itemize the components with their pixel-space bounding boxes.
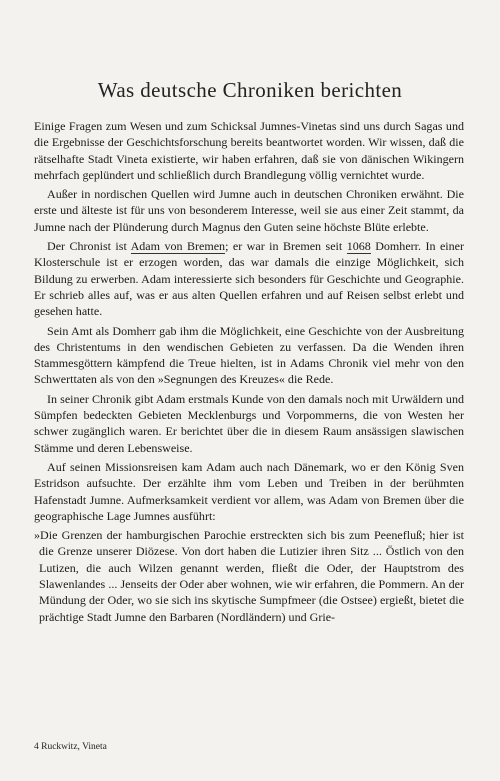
chapter-body xyxy=(34,118,464,628)
paragraph-adam xyxy=(34,238,464,319)
underlined-year-1068: 1068 xyxy=(346,239,371,254)
page-footer: 4 Ruckwitz, Vineta xyxy=(34,742,107,752)
paragraph-2: Außer in nordischen Quellen wird Jumne auch in deutschen Chroniken erwähnt. Die erste und älteste ist für uns von besonderem Interesse, weil sie aus einer Zeit stammt, da Jumne nach der Plünderung durch Magnus den Guten seine höchste Blüte erlebte. xyxy=(34,187,464,234)
chapter-title: Was deutsche Chroniken berichten xyxy=(97,78,403,102)
underlined-name-adam-von-bremen: Adam von Bremen xyxy=(130,239,226,254)
paragraph-5: In seiner Chronik gibt Adam erstmals Kunde von den damals noch mit Urwäldern und Sümpfen bedeckten Gebieten Mecklenburgs und Vorpommerns, die von Westen her schwer zugänglich waren. Er berichtet über die in diesem Raum ansässigen slawischen Stämme und deren Lebensweise. xyxy=(34,391,464,455)
adam-para-rest: Domherr. In einer Klosterschule ist er erzogen worden, das war damals die einzige Möglichkeit, sich Bildung zu erwerben. Adam interessierte sich besonders für Geschichte und Geographie. Er schrieb alles auf, was er aus alten Quellen erfahren und auf Reisen selbst erlebt und gesehen hatte. xyxy=(34,239,465,319)
adam-para-lead: Der Chronist ist xyxy=(47,239,131,254)
paragraph-1: Einige Fragen zum Wesen und zum Schicksal Jumnes-Vinetas sind uns durch Sagas und die Ergebnisse der Geschichtsforschung bereits beantwortet worden. Wir wissen, daß die rätselhafte Stadt Vineta existierte, wir haben erfahren, daß sie von dänischen Wikingern mehrfach geplündert und schließlich durch Brandlegung völlig vernichtet wurde. xyxy=(34,119,464,182)
paragraph-6: Auf seinen Missionsreisen kam Adam auch nach Dänemark, wo er den König Sven Estridson aufsuchte. Der erzählte ihm vom Leben und Treiben in der berühmten Hafenstadt Jumne. Aufmerksamkeit verdient vor allem, was Adam von Bremen über die geographische Lage Jumnes ausführt: xyxy=(34,459,464,523)
paragraph-4: Sein Amt als Domherr gab ihm die Möglichkeit, eine Geschichte von der Ausbreitung des Christentums in den wendischen Gebieten zu verfassen. Da die Wenden ihren Stammesgöttern kämpfend die Treue hielten, ist in Adams Chronik viel mehr von den Schwerttaten als von den »Segnungen des Kreuzes« die Rede. xyxy=(34,323,464,387)
adam-para-mid: ; er war in Bremen seit xyxy=(225,239,347,254)
quote-paragraph: »Die Grenzen der hamburgischen Parochie erstreckten sich bis zum Peenefluß; hier ist die Grenze unserer Diözese. Von dort haben die Lutizier ihren Sitz ... Östlich von den Lutizen, die auch Wilzen genannt werden, fließt die Oder, der Hauptstrom des Slawenlandes ... Jenseits der Oder aber wohnen, wie wir erfahren, die Pommern. An der Mündung der Oder, wo sie sich ins skytische Sumpfmeer (die Ostsee) ergießt, bietet die prächtige Stadt Jumne den Barbaren (Nordländern) und Grie- xyxy=(34,528,464,624)
